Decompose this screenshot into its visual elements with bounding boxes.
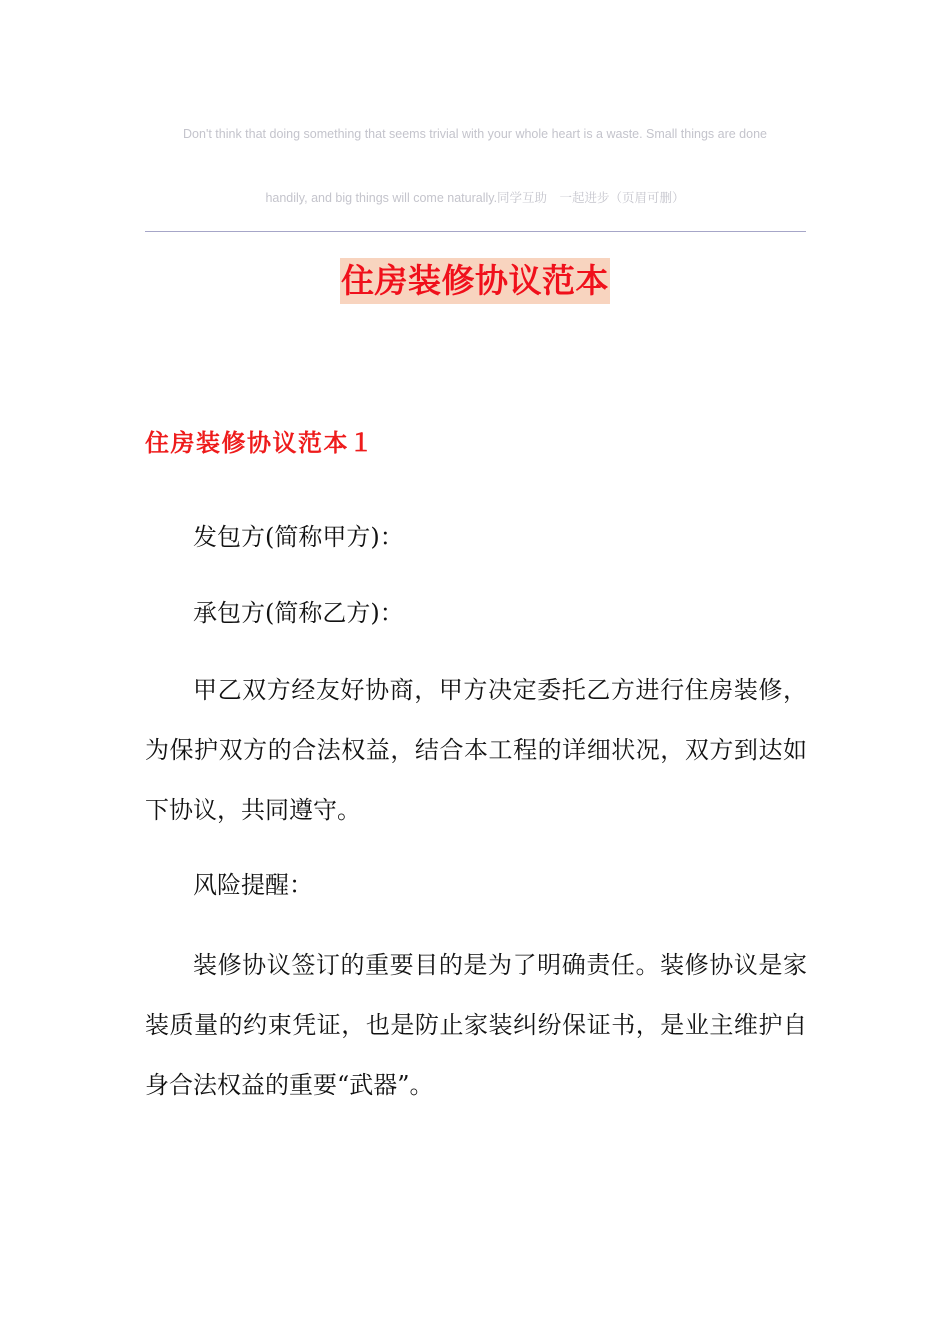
header-divider: [145, 231, 806, 232]
header-motto-line-2: [145, 188, 805, 206]
document-title-container: [0, 258, 950, 304]
section-heading: 住房装修协议范本１: [145, 428, 375, 457]
header-motto-chinese: 同学互助 一起进步（页眉可删）: [497, 190, 685, 205]
header-motto-line-1: Don't think that doing something that seems trivial with your whole heart is a waste. Small things are done: [183, 127, 767, 141]
paragraph-agreement: 甲乙双方经友好协商，甲方决定委托乙方进行住房装修，为保护双方的合法权益，结合本工程的详细状况，双方到达如下协议，共同遵守。: [145, 676, 807, 824]
paragraph-contract-purpose: 装修协议签订的重要目的是为了明确责任。装修协议是家装质量的约束凭证，也是防止家装纠纷保证书，是业主维护自身合法权益的重要“武器”。: [145, 951, 807, 1099]
header-motto-english: handily, and big things will come naturally.: [265, 191, 498, 205]
paragraph-client: 发包方(简称甲方)：: [193, 523, 404, 551]
document-title: 住房装修协议范本: [340, 258, 610, 304]
paragraph-contractor: 承包方(简称乙方)：: [193, 599, 404, 627]
paragraph-risk-reminder: 风险提醒：: [193, 871, 313, 899]
